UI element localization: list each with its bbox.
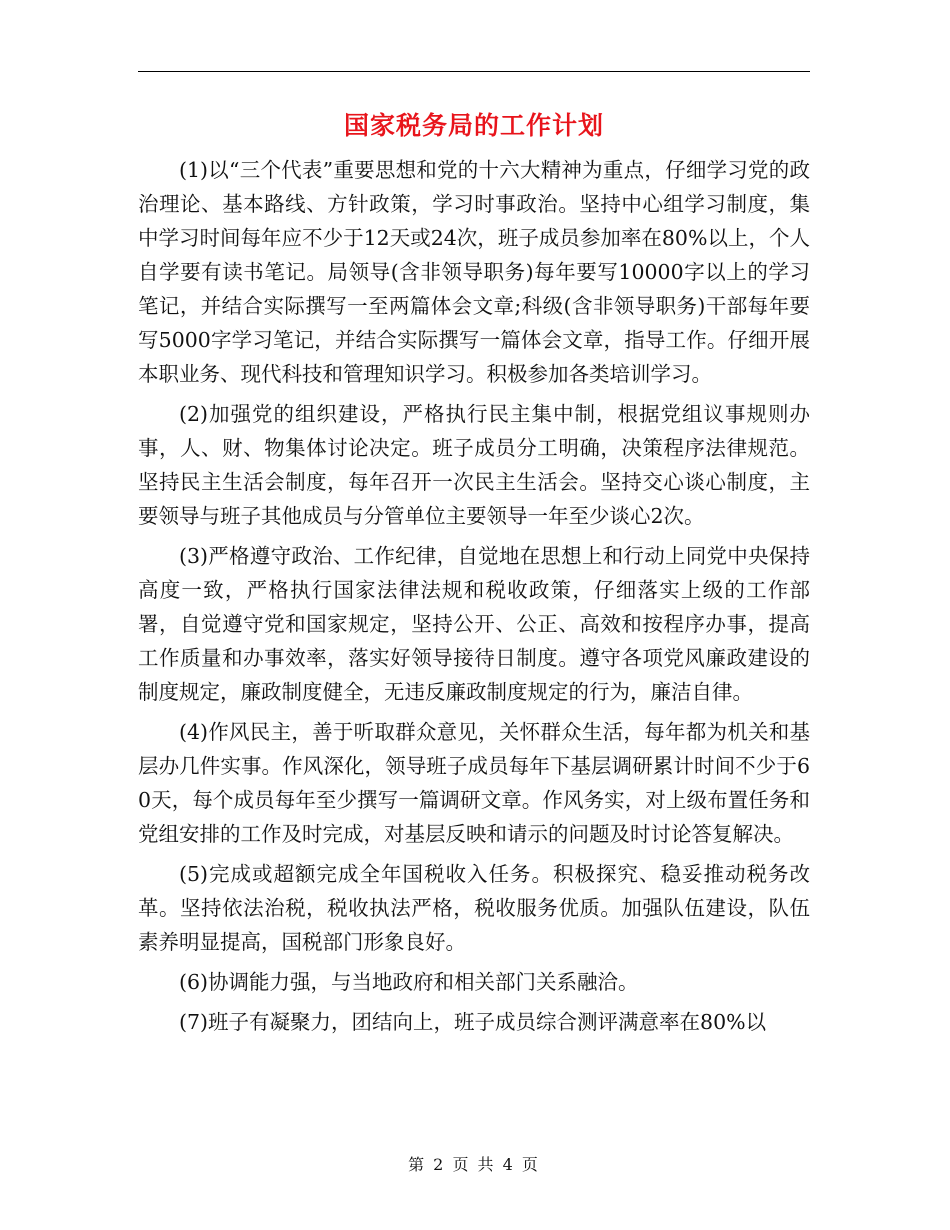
current-page-number: 2 xyxy=(433,1155,446,1174)
footer-suffix: 页 xyxy=(521,1155,540,1174)
header-rule xyxy=(138,71,810,72)
paragraph-6: (6)协调能力强，与当地政府和相关部门关系融洽。 xyxy=(179,970,639,994)
footer-middle: 页 共 xyxy=(452,1155,496,1174)
paragraph-4: (4)作风民主，善于听取群众意见，关怀群众生活，每年都为机关和基层办几件实事。作风深化，领导班子成员每年下基层调研累计时间不少于60天，每个成员每年至少撰写一篇调研文章。作风务实，对上级布置任务和党组安排的工作及时完成，对基层反映和请示的问题及时讨论答复解决。 xyxy=(138,720,810,846)
page-footer xyxy=(138,1153,810,1177)
total-page-count: 4 xyxy=(502,1155,515,1174)
paragraph-2: (2)加强党的组织建设，严格执行民主集中制，根据党组议事规则办事，人、财、物集体讨论决定。班子成员分工明确，决策程序法律规范。坚持民主生活会制度，每年召开一次民主生活会。坚持交心谈心制度，主要领导与班子其他成员与分管单位主要领导一年至少谈心2次。 xyxy=(138,402,810,528)
paragraph-1: (1)以“三个代表”重要思想和党的十六大精神为重点，仔细学习党的政治理论、基本路线、方针政策，学习时事政治。坚持中心组学习制度，集中学习时间每年应不少于12天或24次，班子成员参加率在80%以上，个人自学要有读书笔记。局领导(含非领导职务)每年要写10000字以上的学习笔记，并结合实际撰写一至两篇体会文章;科级(含非领导职务)干部每年要写5000字学习笔记，并结合实际撰写一篇体会文章，指导工作。仔细开展本职业务、现代科技和管理知识学习。积极参加各类培训学习。 xyxy=(138,158,810,386)
paragraph-7: (7)班子有凝聚力，团结向上，班子成员综合测评满意率在80%以 xyxy=(179,1010,767,1034)
document-body xyxy=(138,153,810,1045)
paragraph-5: (5)完成或超额完成全年国税收入任务。积极探究、稳妥推动税务改革。坚持依法治税，税收执法严格，税收服务优质。加强队伍建设，队伍素养明显提高，国税部门形象良好。 xyxy=(138,862,810,954)
document-title: 国家税务局的工作计划 xyxy=(343,111,604,140)
paragraph-3: (3)严格遵守政治、工作纪律，自觉地在思想上和行动上同党中央保持高度一致，严格执行国家法律法规和税收政策，仔细落实上级的工作部署，自觉遵守党和国家规定，坚持公开、公正、高效和按程序办事，提高工作质量和办事效率，落实好领导接待日制度。遵守各项党风廉政建设的制度规定，廉政制度健全，无违反廉政制度规定的行为，廉洁自律。 xyxy=(138,544,810,704)
footer-prefix: 第 xyxy=(408,1155,427,1174)
